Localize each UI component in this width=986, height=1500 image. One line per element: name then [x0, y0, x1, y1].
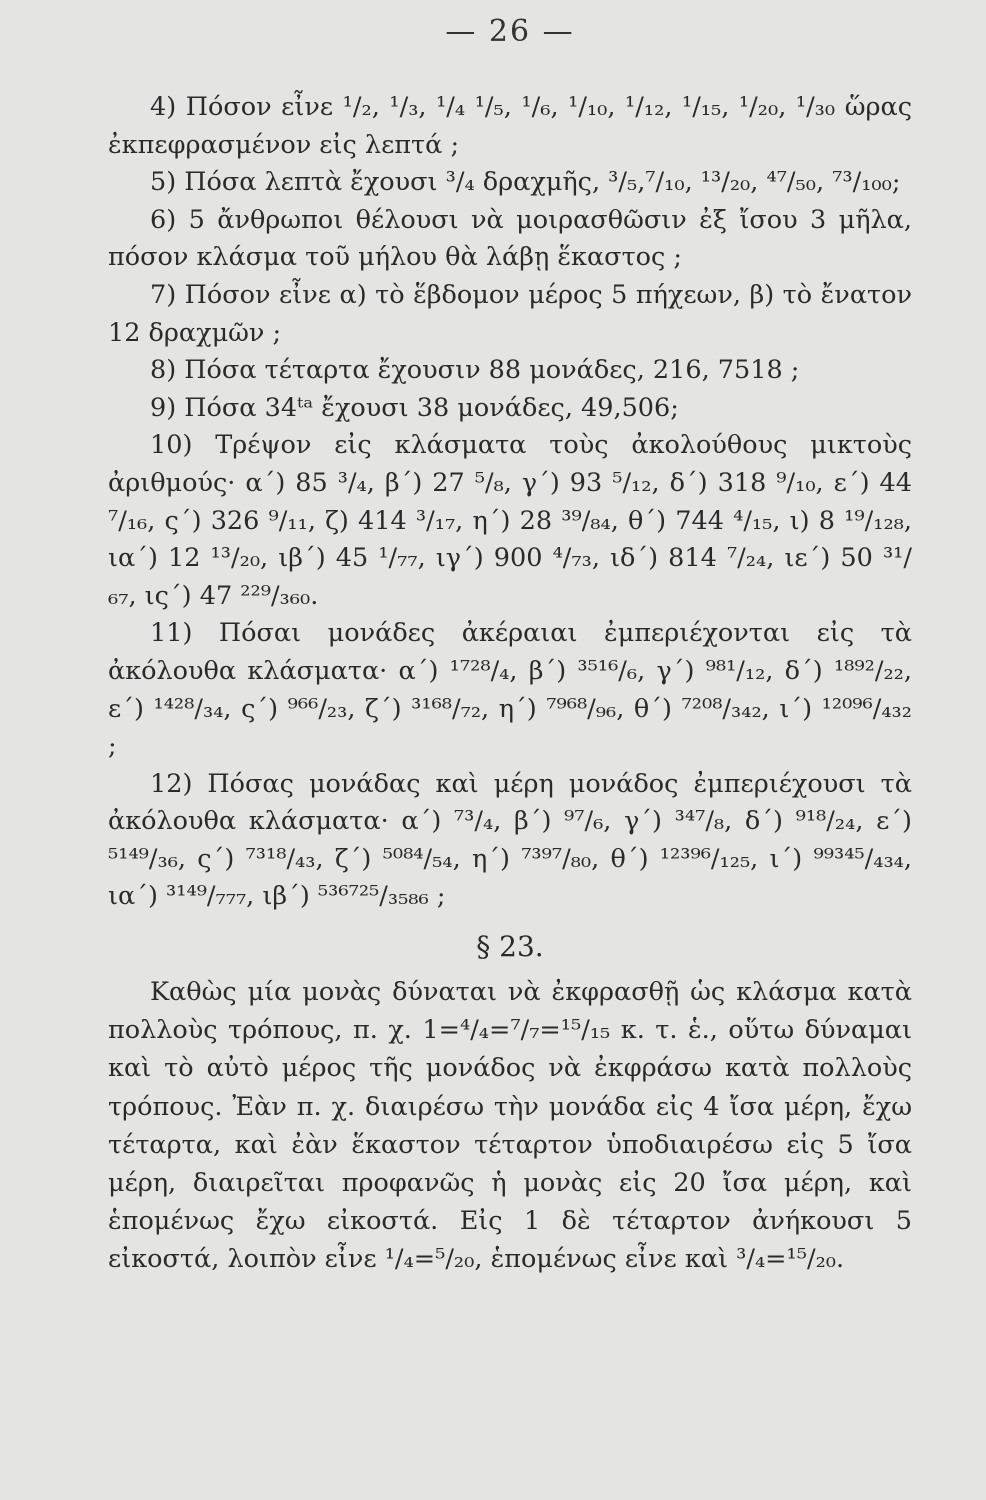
question-8: 8) Πόσα τέταρτα ἔχουσιν 88 μονάδες, 216, 7518 ; — [150, 355, 800, 386]
section-heading: § 23. — [476, 930, 544, 964]
question-7: 7) Πόσον εἶνε α) τὸ ἕβδομον μέρος 5 πήχεων, β) τὸ ἔνατον 12 δραχμῶν ; — [108, 279, 912, 348]
question-10: 10) Τρέψον εἰς κλάσματα τοὺς ἀκολούθους μικτοὺς ἀριθμούς· α΄) 85 ³/₄, β΄) 27 ⁵/₈, γ΄) 93 ⁵/₁₂, δ΄) 318 ⁹/₁₀, ε΄) 44 ⁷/₁₆, ς΄) 326 ⁹/₁₁, ζ) 414 ³/₁₇, η΄) 28 ³⁹/₈₄, θ΄) 744 ⁴/₁₅, ι) 8 ¹⁹/₁₂₈, ια΄) 12 ¹³/₂₀, ιβ΄) 45 ¹/₇₇, ιγ΄) 900 ⁴/₇₃, ιδ΄) 814 ⁷/₂₄, ιε΄) 50 ³¹/₆₇, ις΄) 47 ²²⁹/₃₆₀. — [108, 430, 912, 611]
question-9: 9) Πόσα 34ᵗᵃ ἔχουσι 38 μονάδες, 49,506; — [150, 392, 679, 423]
page-number: — 26 — — [445, 14, 575, 49]
question-6: 6) 5 ἄνθρωποι θέλουσι νὰ μοιρασθῶσιν ἐξ ἴσου 3 μῆλα, πόσον κλάσμα τοῦ μήλου θὰ λάβῃ ἕκαστος ; — [108, 204, 912, 273]
question-5: 5) Πόσα λεπτὰ ἔχουσι ³/₄ δραχμῆς, ³/₅,⁷/₁₀, ¹³/₂₀, ⁴⁷/₅₀, ⁷³/₁₀₀; — [150, 167, 901, 198]
question-4: 4) Πόσον εἶνε ¹/₂, ¹/₃, ¹/₄ ¹/₅, ¹/₆, ¹/₁₀, ¹/₁₂, ¹/₁₅, ¹/₂₀, ¹/₃₀ ὥρας ἐκπεφρασμένον εἰς λεπτά ; — [108, 92, 912, 160]
question-12: 12) Πόσας μονάδας καὶ μέρη μονάδος ἐμπεριέχουσι τὰ ἀκόλουθα κλάσματα· α΄) ⁷³/₄, β΄) ⁹⁷/₆, γ΄) ³⁴⁷/₈, δ΄) ⁹¹⁸/₂₄, ε΄) ⁵¹⁴⁹/₃₆, ς΄) ⁷³¹⁸/₄₃, ζ΄) ⁵⁰⁸⁴/₅₄, η΄) ⁷³⁹⁷/₈₀, θ΄) ¹²³⁹⁶/₁₂₅, ι΄) ⁹⁹³⁴⁵/₄₃₄, ια΄) ³¹⁴⁹/₇₇₇, ιβ΄) ⁵³⁶⁷²⁵/₃₅₈₆ ; — [108, 768, 912, 912]
question-11: 11) Πόσαι μονάδες ἀκέραιαι ἐμπεριέχονται εἰς τὰ ἀκόλουθα κλάσματα· α΄) ¹⁷²⁸/₄, β΄) ³⁵¹⁶/₆, γ΄) ⁹⁸¹/₁₂, δ΄) ¹⁸⁹²/₂₂, ε΄) ¹⁴²⁸/₃₄, ς΄) ⁹⁶⁶/₂₃, ζ΄) ³¹⁶⁸/₇₂, η΄) ⁷⁹⁶⁸/₉₆, θ΄) ⁷²⁰⁸/₃₄₂, ι΄) ¹²⁰⁹⁶/₄₃₂ ; — [108, 618, 912, 762]
body-paragraph: Καθὼς μία μονὰς δύναται νὰ ἐκφρασθῇ ὡς κλάσμα κατὰ πολλοὺς τρόπους, π. χ. 1=⁴/₄=⁷/₇=¹⁵/₁₅ κ. τ. ἑ., οὕτω δύναμαι καὶ τὸ αὐτὸ μέρος τῆς μονάδος νὰ ἐκφράσω κατὰ πολλοὺς τρόπους. Ἐὰν π. χ. διαιρέσω τὴν μονάδα εἰς 4 ἴσα μέρη, ἔχω τέταρτα, καὶ ἐὰν ἕκαστον τέταρτον ὑποδιαιρέσω εἰς 5 ἴσα μέρη, διαιρεῖται προφανῶς ἡ μονὰς εἰς 20 ἴσα μέρη, καὶ ἑπομένως ἔχω εἰκοστά. Εἰς 1 δὲ τέταρτον ἀνήκουσι 5 εἰκοστά, λοιπὸν εἶνε ¹/₄=⁵/₂₀, ἑπομένως εἶνε καὶ ³/₄=¹⁵/₂₀. — [108, 977, 912, 1275]
